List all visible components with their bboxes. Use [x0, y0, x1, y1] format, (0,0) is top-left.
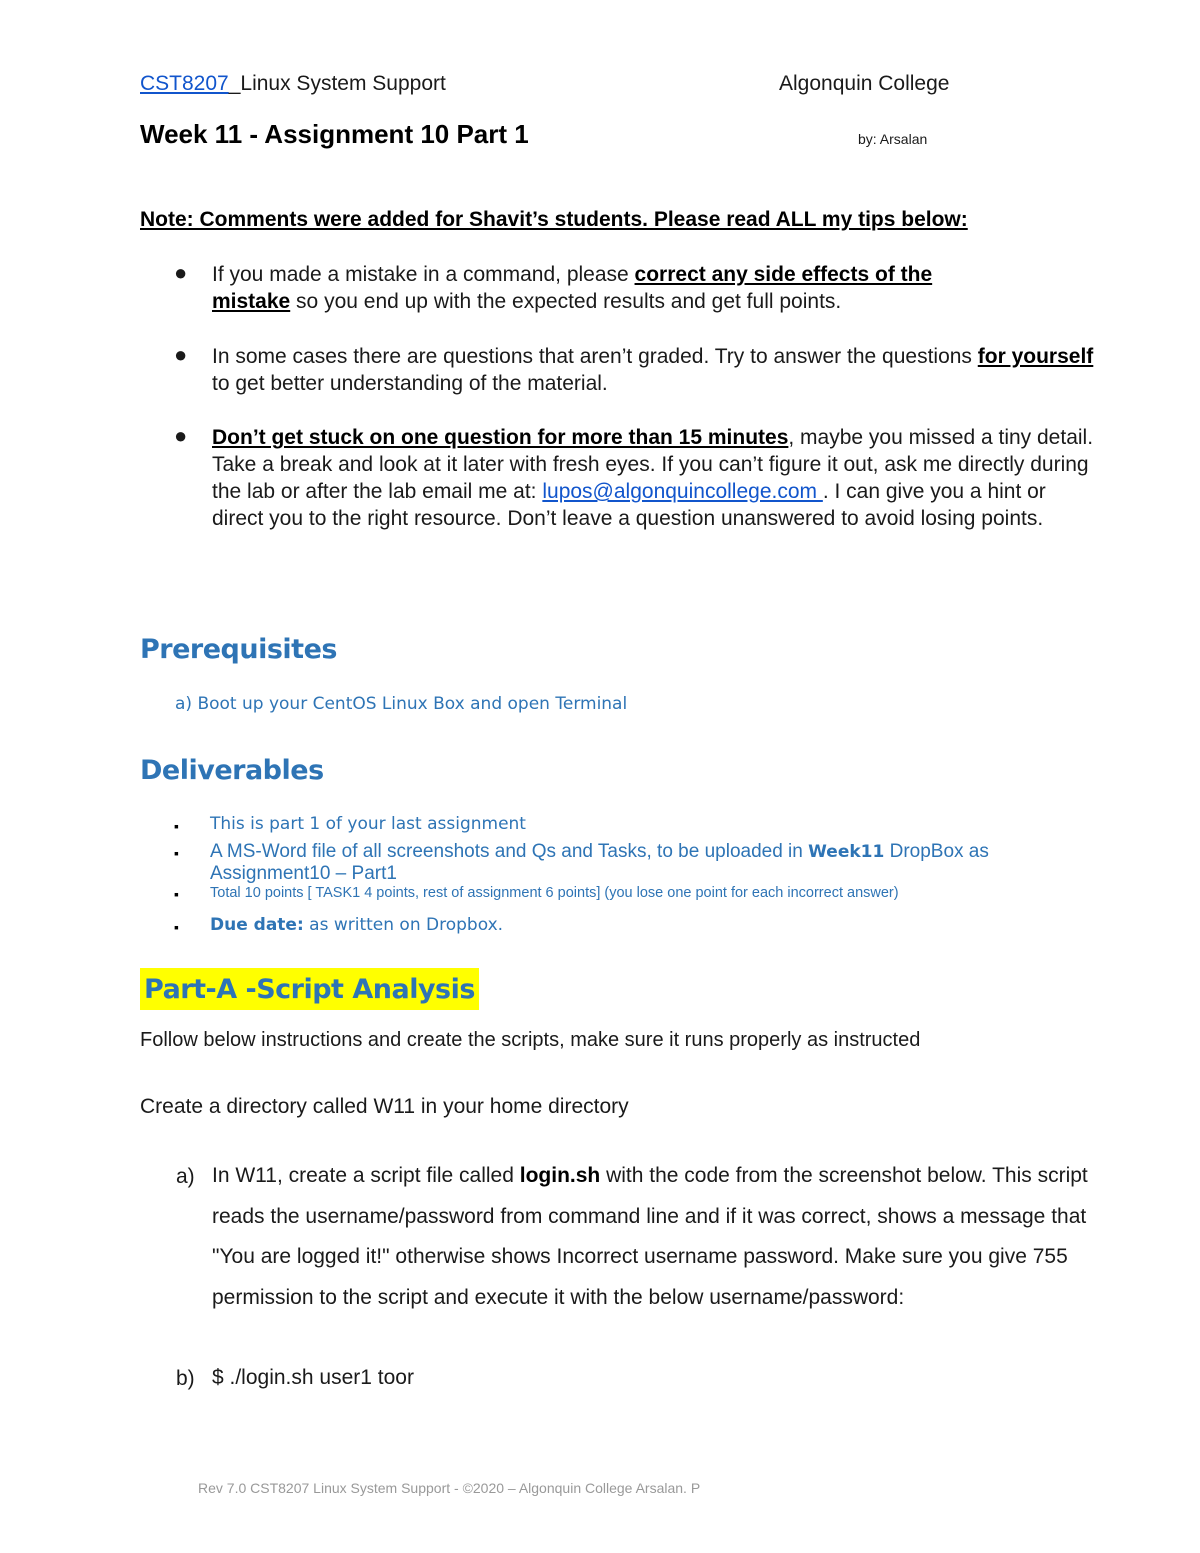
tip-item: In some cases there are questions that aren’t graded. Try to answer the questions for yourself to get better understanding of the material.: [212, 345, 1094, 395]
bullet-icon: ▪: [174, 818, 179, 834]
part-a-heading: Part-A -Script Analysis: [140, 968, 479, 1010]
bullet-icon: ●: [174, 423, 188, 448]
deliverable-item: A MS-Word file of all screenshots and Qs and Tasks, to be uploaded in Week11 DropBox as Assignment10 – Part1: [210, 841, 989, 884]
tip-item: Don’t get stuck on one question for more than 15 minutes, maybe you missed a tiny detail. Take a break and look at it later with fresh eyes. If you can’t figure it out, ask me directly during the lab or after the lab email me at: lupos@algonquincollege.com . I can give you a hint or direct you to the right resource. Don’t leave a question unanswered to avoid losing points.: [212, 426, 1094, 530]
list-item: $ ./login.sh user1 toor: [212, 1366, 414, 1389]
tips-note: Note: Comments were added for Shavit’s students. Please read ALL my tips below:: [140, 208, 968, 231]
part-a-intro: Follow below instructions and create the scripts, make sure it runs properly as instructed: [140, 1029, 921, 1051]
email-link[interactable]: lupos@algonquincollege.com: [542, 480, 823, 503]
bullet-icon: ▪: [174, 845, 179, 861]
deliverable-item: Due date: as written on Dropbox.: [210, 915, 504, 935]
course-header: [140, 72, 446, 96]
course-code-link[interactable]: CST8207: [140, 72, 229, 95]
list-label: a): [176, 1165, 195, 1188]
course-name: _Linux System Support: [228, 72, 446, 95]
prerequisite-item: a) Boot up your CentOS Linux Box and open Terminal: [175, 694, 628, 714]
deliverable-item: Total 10 points [ TASK1 4 points, rest of assignment 6 points] (you lose one point for each incorrect answer): [210, 885, 899, 901]
page-title: Week 11 - Assignment 10 Part 1: [140, 119, 529, 149]
tip-item: If you made a mistake in a command, please correct any side effects of the mistake so you end up with the expected results and get full points.: [212, 263, 933, 313]
deliverable-item: This is part 1 of your last assignment: [210, 814, 526, 834]
list-label: b): [176, 1367, 195, 1390]
list-item: In W11, create a script file called login.sh with the code from the screenshot below. This script reads the username/password from command line and if it was correct, shows a message that "You are logged it!" otherwise shows Incorrect username password. Make sure you give 755 permission to the script and execute it with the below username/password:: [212, 1164, 1088, 1309]
create-directory-instruction: Create a directory called W11 in your home directory: [140, 1095, 629, 1118]
deliverables-heading: Deliverables: [140, 755, 324, 786]
bullet-icon: ▪: [174, 886, 179, 902]
bullet-icon: ●: [174, 342, 188, 367]
bullet-icon: ●: [174, 260, 188, 285]
page-footer: Rev 7.0 CST8207 Linux System Support - ©2020 – Algonquin College Arsalan. P: [198, 1480, 701, 1496]
prerequisites-heading: Prerequisites: [140, 634, 337, 665]
college-name: Algonquin College: [779, 72, 950, 95]
author-byline: by: Arsalan: [858, 131, 928, 147]
bullet-icon: ▪: [174, 919, 179, 935]
